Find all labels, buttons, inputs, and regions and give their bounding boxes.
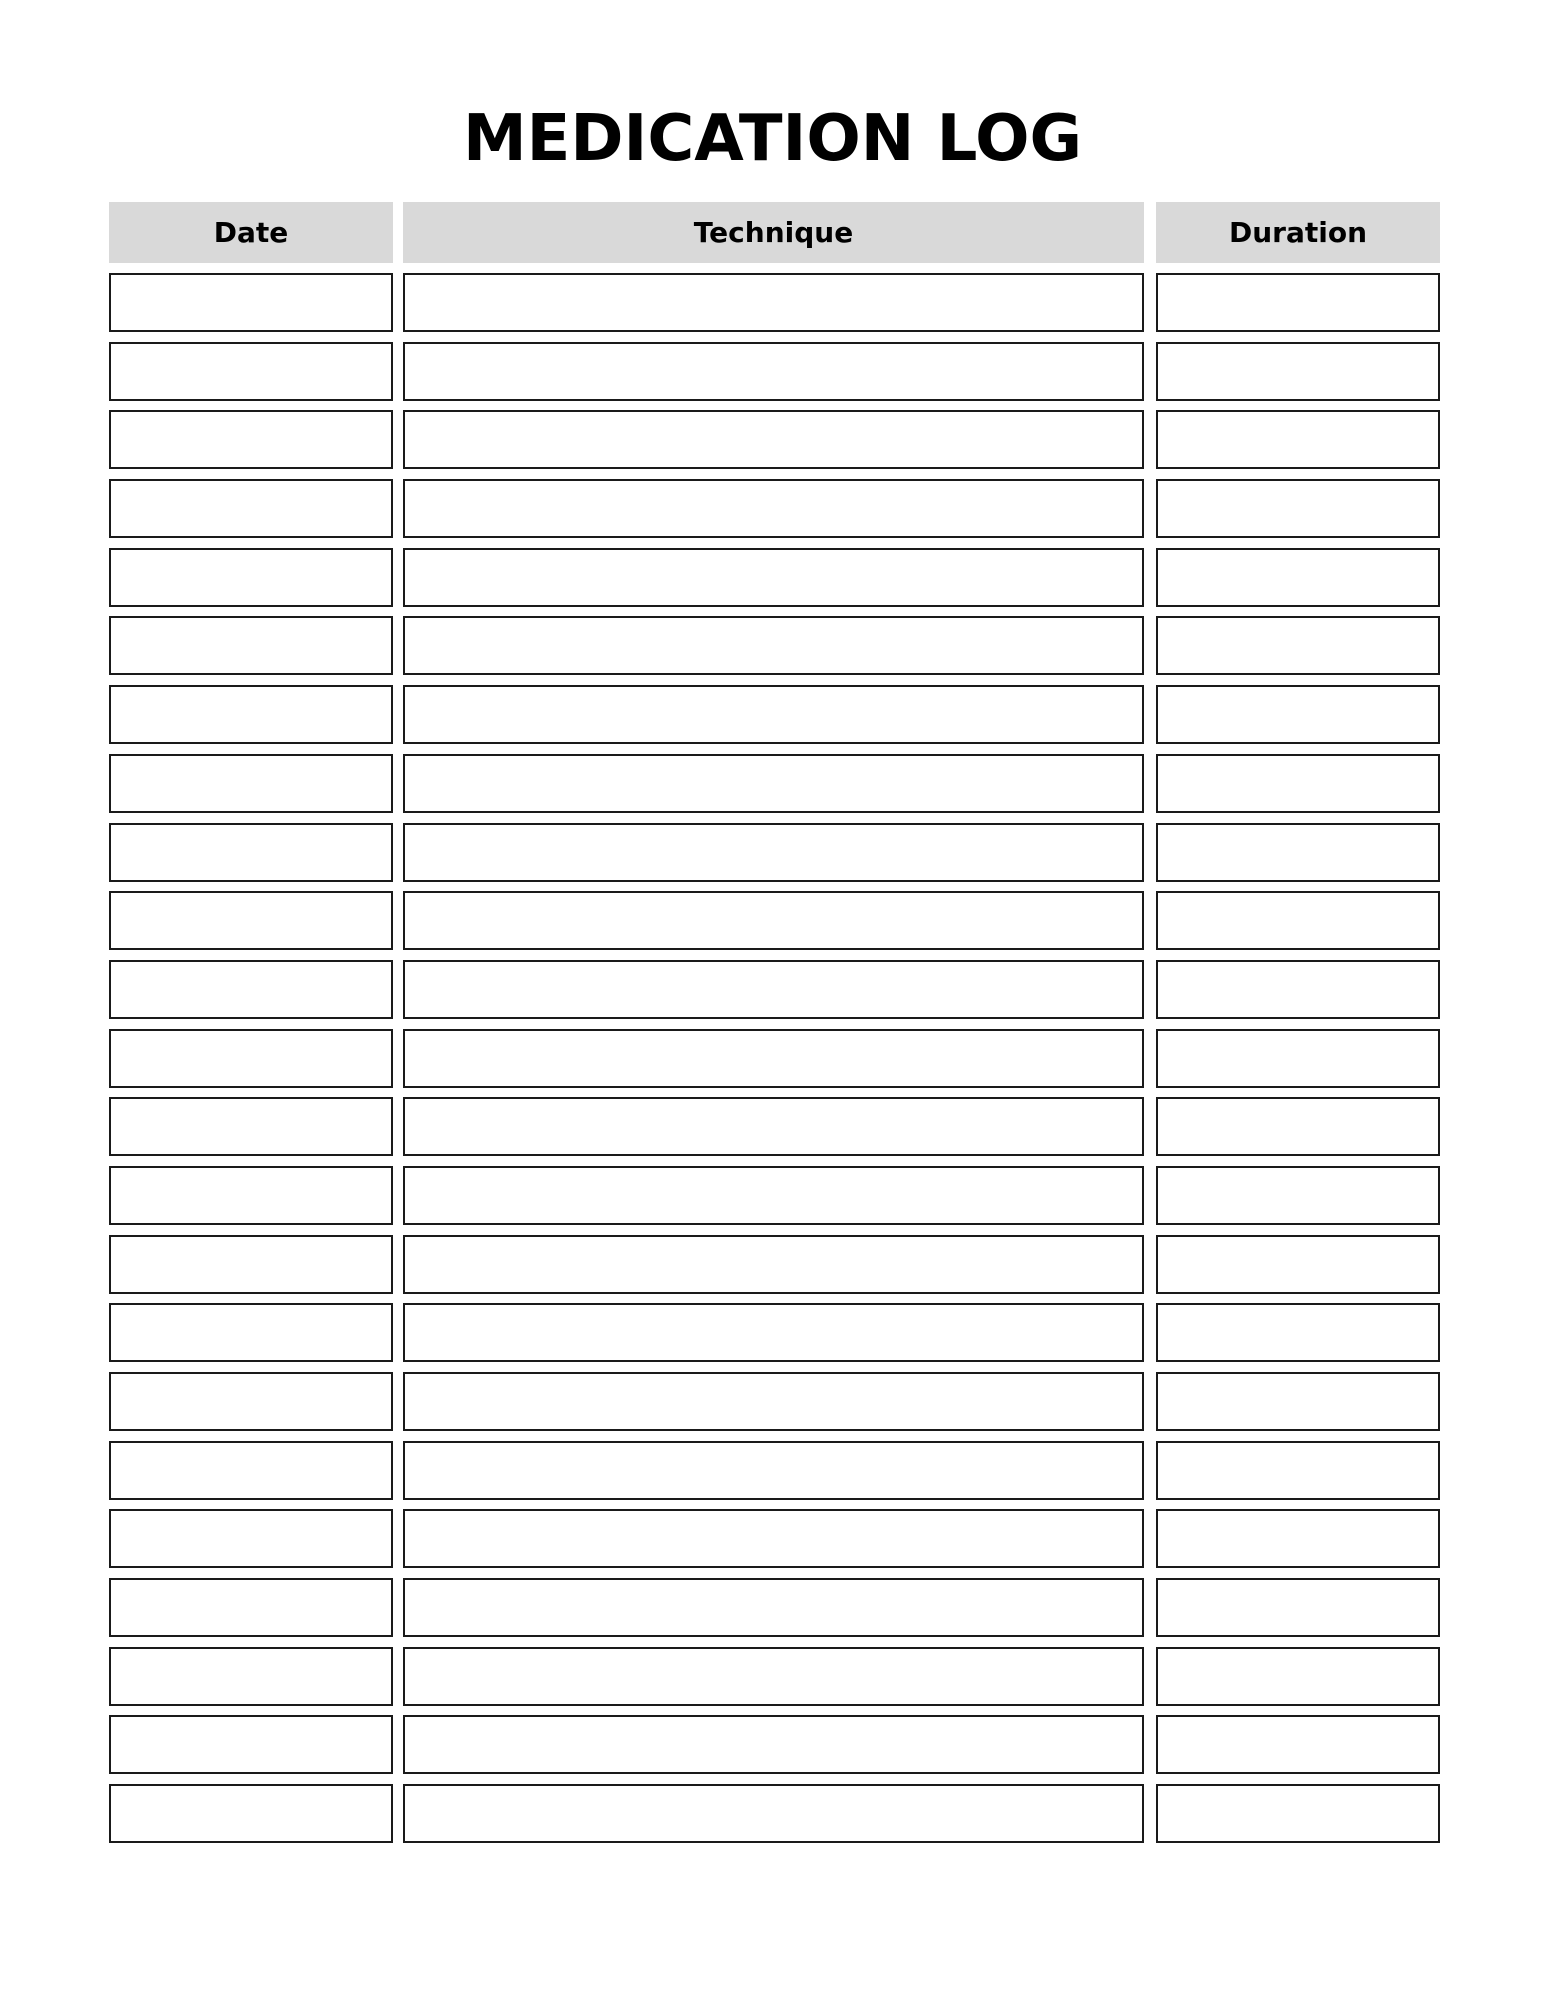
table-row [0,960,1545,1029]
date-cell[interactable] [109,1784,393,1843]
date-cell[interactable] [109,548,393,607]
date-cell[interactable] [109,754,393,813]
duration-cell[interactable] [1156,685,1440,744]
technique-cell[interactable] [403,273,1144,332]
duration-cell[interactable] [1156,1715,1440,1774]
duration-cell[interactable] [1156,1441,1440,1500]
date-cell[interactable] [109,1235,393,1294]
date-cell[interactable] [109,960,393,1019]
table-row [0,479,1545,548]
table-row [0,1372,1545,1441]
duration-cell[interactable] [1156,548,1440,607]
technique-cell[interactable] [403,960,1144,1019]
table-row [0,1097,1545,1166]
date-cell[interactable] [109,1715,393,1774]
technique-cell[interactable] [403,891,1144,950]
date-cell[interactable] [109,479,393,538]
date-cell[interactable] [109,1372,393,1431]
technique-cell[interactable] [403,685,1144,744]
technique-cell[interactable] [403,1166,1144,1225]
technique-cell[interactable] [403,1715,1144,1774]
technique-cell[interactable] [403,1647,1144,1706]
technique-cell[interactable] [403,1235,1144,1294]
technique-cell[interactable] [403,754,1144,813]
duration-cell[interactable] [1156,823,1440,882]
duration-cell[interactable] [1156,1784,1440,1843]
duration-cell[interactable] [1156,1029,1440,1088]
table-row [0,891,1545,960]
table-row [0,1784,1545,1853]
duration-cell[interactable] [1156,1235,1440,1294]
table-row [0,1029,1545,1098]
date-cell[interactable] [109,1166,393,1225]
table-row [0,548,1545,617]
date-cell[interactable] [109,891,393,950]
table-row [0,1166,1545,1235]
technique-cell[interactable] [403,1097,1144,1156]
duration-cell[interactable] [1156,273,1440,332]
column-header-date: Date [109,202,393,263]
duration-cell[interactable] [1156,616,1440,675]
technique-cell[interactable] [403,410,1144,469]
date-cell[interactable] [109,823,393,882]
table-row [0,1647,1545,1716]
column-header-duration: Duration [1156,202,1440,263]
technique-cell[interactable] [403,1441,1144,1500]
date-cell[interactable] [109,1303,393,1362]
duration-cell[interactable] [1156,1578,1440,1637]
date-cell[interactable] [109,410,393,469]
date-cell[interactable] [109,685,393,744]
technique-cell[interactable] [403,616,1144,675]
date-cell[interactable] [109,273,393,332]
technique-cell[interactable] [403,342,1144,401]
table-row [0,1578,1545,1647]
date-cell[interactable] [109,342,393,401]
table-row [0,685,1545,754]
duration-cell[interactable] [1156,960,1440,1019]
table-row [0,823,1545,892]
technique-cell[interactable] [403,823,1144,882]
technique-cell[interactable] [403,548,1144,607]
date-cell[interactable] [109,1578,393,1637]
technique-cell[interactable] [403,1303,1144,1362]
table-row [0,754,1545,823]
page-title: MEDICATION LOG [462,102,1083,176]
table-row [0,1303,1545,1372]
technique-cell[interactable] [403,1784,1144,1843]
duration-cell[interactable] [1156,891,1440,950]
technique-cell[interactable] [403,479,1144,538]
table-row [0,1509,1545,1578]
date-cell[interactable] [109,1097,393,1156]
table-row [0,1235,1545,1304]
duration-cell[interactable] [1156,479,1440,538]
date-cell[interactable] [109,1441,393,1500]
technique-cell[interactable] [403,1578,1144,1637]
technique-cell[interactable] [403,1509,1144,1568]
duration-cell[interactable] [1156,1166,1440,1225]
duration-cell[interactable] [1156,1303,1440,1362]
duration-cell[interactable] [1156,410,1440,469]
duration-cell[interactable] [1156,1372,1440,1431]
table-row [0,1715,1545,1784]
table-row [0,1441,1545,1510]
duration-cell[interactable] [1156,1097,1440,1156]
column-header-technique: Technique [403,202,1144,263]
technique-cell[interactable] [403,1372,1144,1431]
duration-cell[interactable] [1156,754,1440,813]
duration-cell[interactable] [1156,1647,1440,1706]
date-cell[interactable] [109,1647,393,1706]
table-row [0,342,1545,411]
log-table-body [0,273,1545,1853]
date-cell[interactable] [109,616,393,675]
duration-cell[interactable] [1156,342,1440,401]
duration-cell[interactable] [1156,1509,1440,1568]
date-cell[interactable] [109,1029,393,1088]
table-row [0,616,1545,685]
technique-cell[interactable] [403,1029,1144,1088]
table-row [0,410,1545,479]
table-row [0,273,1545,342]
date-cell[interactable] [109,1509,393,1568]
